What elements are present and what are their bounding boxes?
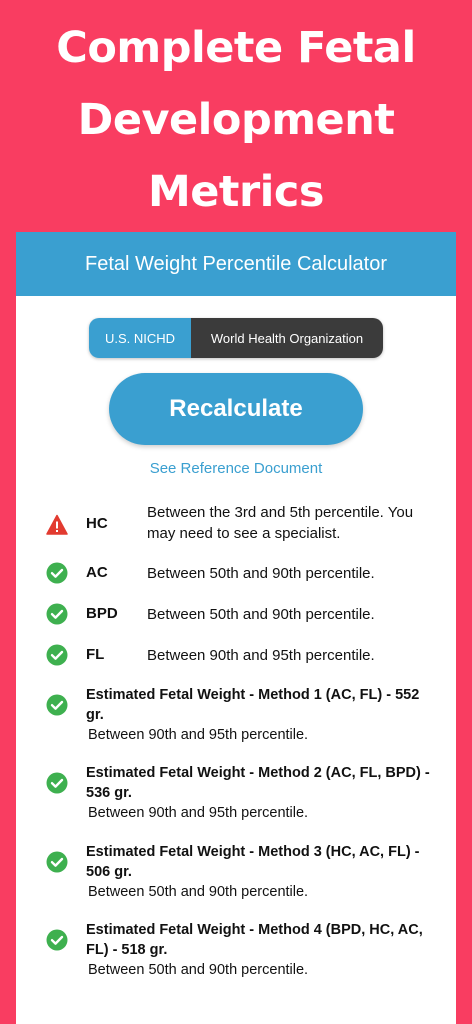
check-circle-icon [46,694,68,716]
metric-description: Between the 3rd and 5th percentile. You may need to see a specialist. [147,504,414,542]
warning-icon [46,514,68,536]
metric-description: Between 90th and 95th percentile. [147,647,375,664]
weight-title: Estimated Fetal Weight - Method 2 (AC, FL, BPD) - 536 gr. [86,765,430,801]
metric-description: Between 50th and 90th percentile. [147,565,375,582]
weight-title: Estimated Fetal Weight - Method 3 (HC, AC, FL) - 506 gr. [86,844,420,880]
weight-description: Between 50th and 90th percentile. [88,884,309,900]
reference-document-link[interactable]: See Reference Document [149,460,323,477]
check-circle-icon [46,851,68,873]
metric-description: Between 50th and 90th percentile. [147,606,375,623]
promo-title: Complete Fetal Development Metrics [56,23,416,217]
nav-title: Fetal Weight Percentile Calculator [85,252,387,275]
metric-label: BPD [86,605,118,622]
metric-label: HC [86,515,108,532]
weight-description: Between 50th and 90th percentile. [88,962,309,978]
nav-bar [16,232,456,296]
weight-title: Estimated Fetal Weight - Method 4 (BPD, HC, AC, FL) - 518 gr. [86,922,423,958]
check-circle-icon [46,562,68,584]
recalculate-button[interactable]: Recalculate [109,373,363,445]
check-circle-icon [46,644,68,666]
segment-who[interactable]: World Health Organization [191,318,383,358]
check-circle-icon [46,603,68,625]
weight-description: Between 90th and 95th percentile. [88,727,309,743]
check-circle-icon [46,929,68,951]
metric-label: AC [86,564,108,581]
weight-title: Estimated Fetal Weight - Method 1 (AC, FL) - 552 gr. [86,687,420,723]
weight-description: Between 90th and 95th percentile. [88,805,309,821]
reference-standard-selector [89,318,383,358]
check-circle-icon [46,772,68,794]
phone-screen [16,232,456,1024]
segment-us-nichd[interactable]: U.S. NICHD [89,318,191,358]
metric-label: FL [86,646,105,663]
